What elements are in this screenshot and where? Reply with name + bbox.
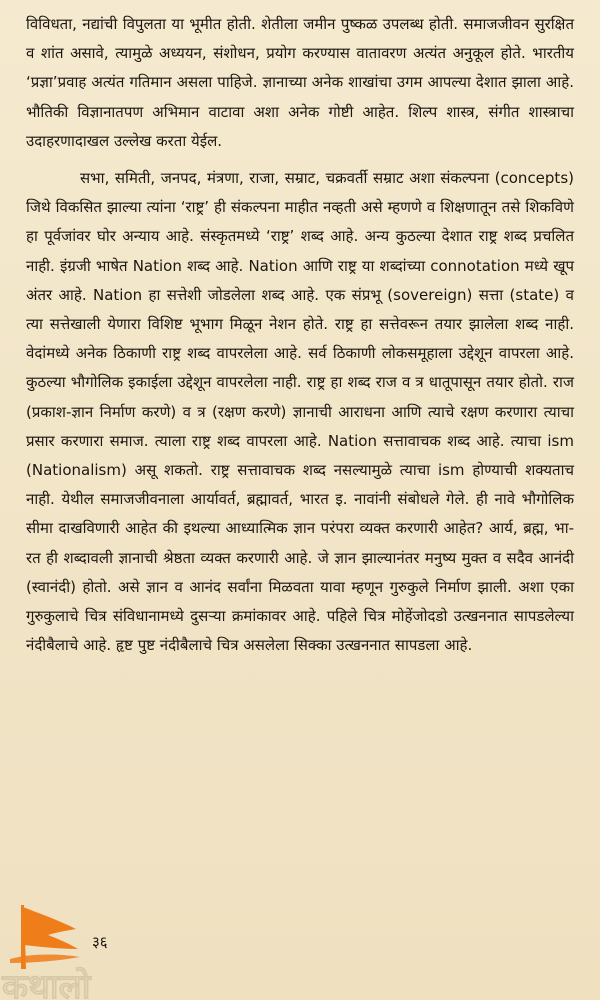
paragraph-1: विविधता, नद्यांची विपुलता या भूमीत होती. शेतीला जमीन पुष्कळ उपलब्ध होती. समाजजीवन सुरक्षित व शांत असावे, त्यामुळे अध्ययन, संशोधन, प्रयोग करण्यास वातावरण अत्यंत अनुकूल होते. भारतीय ‘प्रज्ञा’प्रवाह अत्यंत गतिमान असला पाहिजे. ज्ञानाच्या अनेक शाखांचा उगम आपल्या देशात झाला आहे. भौतिकी विज्ञानातपण अभिमान वाटावा अशा अनेक गोष्टी आहेत. शिल्प शास्त्र, संगीत शास्त्राचा उदाहरणादाखल उल्लेख करता येईल. [26, 15, 574, 150]
flag-cloth [23, 907, 78, 949]
watermark-text: कथालो [2, 967, 91, 1000]
watermark-logo [0, 965, 190, 1000]
flag-brush-stroke [10, 955, 80, 963]
page-footer [0, 875, 600, 1000]
page-body-text [26, 10, 574, 660]
page-number: ३६ [92, 933, 108, 951]
paragraph-2: सभा, समिती, जनपद, मंत्रणा, राजा, सम्राट, चक्रवर्ती सम्राट अशा संकल्पना (concepts) जिथे विकसित झाल्या त्यांना ‘राष्ट्र’ ही संकल्पना माहीत नव्हती असे म्हणणे व शिक्षणातून तसे शिकविणे हा पूर्वजांवर घोर अन्याय आहे. संस्कृतमध्ये ‘राष्ट्र’ शब्द आहे. अन्य कुठल्या देशात राष्ट्र शब्द प्रचलित नाही. इंग्रजी भाषेत Nation शब्द आहे. Nation आणि राष्ट्र या शब्दांच्या connotation मध्ये खूप अंतर आहे. Nation हा सत्तेशी जोडलेला शब्द आहे. एक संप्रभू (sovereign) सत्ता (state) व त्या सत्तेखाली येणारा विशिष्ट भूभाग मिळून नेशन होते. राष्ट्र हा सत्तेवरून तयार झालेला शब्द नाही. वेदांमध्ये अनेक ठिकाणी राष्ट्र शब्द वापरलेला आहे. सर्व ठिकाणी लोकसमूहाला उद्देशून वापरला आहे. कुठल्या भौगोलिक इकाईला उद्देशून वापरलेला नाही. राष्ट्र हा शब्द राज व त्र धातूपासून तयार होतो. राज (प्रकाश-ज्ञान निर्माण करणे) व त्र (रक्षण करणे) ज्ञानाची आराधना आणि त्याचे रक्षण करणारा त्याचा प्रसार करणारा समाज. त्याला राष्ट्र शब्द वापरला आहे. Nation सत्तावाचक शब्द आहे. त्याचा ism (Nationalism) असू शकतो. राष्ट्र सत्तावाचक शब्द नसल्यामुळे त्याचा ism होण्याची शक्यताच नाही. येथील समाजजीवनाला आर्यावर्त, ब्रह्मावर्त, भारत इ. नावांनी संबोधले गेले. ही नावे भौगोलिक सीमा दाखविणारी आहेत की इथल्या आध्यात्मिक ज्ञान परंपरा व्यक्त करणारी आहेत? आर्य, ब्रह्म, भा-रत ही शब्दावली ज्ञानाची श्रेष्ठता व्यक्त करणारी आहे. जे ज्ञान झाल्यानंतर मनुष्य मुक्त व सदैव आनंदी (स्वानंदी) होतो. असे ज्ञान व आनंद सर्वांना मिळवता यावा म्हणून गुरुकुले निर्माण झाली. अशा एका गुरुकुलाचे चित्र संविधानामध्ये दुसऱ्या क्रमांकावर आहे. पहिले चित्र मोहेंजोदडो उत्खननात सापडलेल्या नंदीबैलाचे आहे. हृष्ट पुष्ट नंदीबैलाचे चित्र असलेला सिक्का उत्खननात सापडला आहे. [26, 169, 574, 655]
saffron-flag-icon [8, 899, 80, 969]
